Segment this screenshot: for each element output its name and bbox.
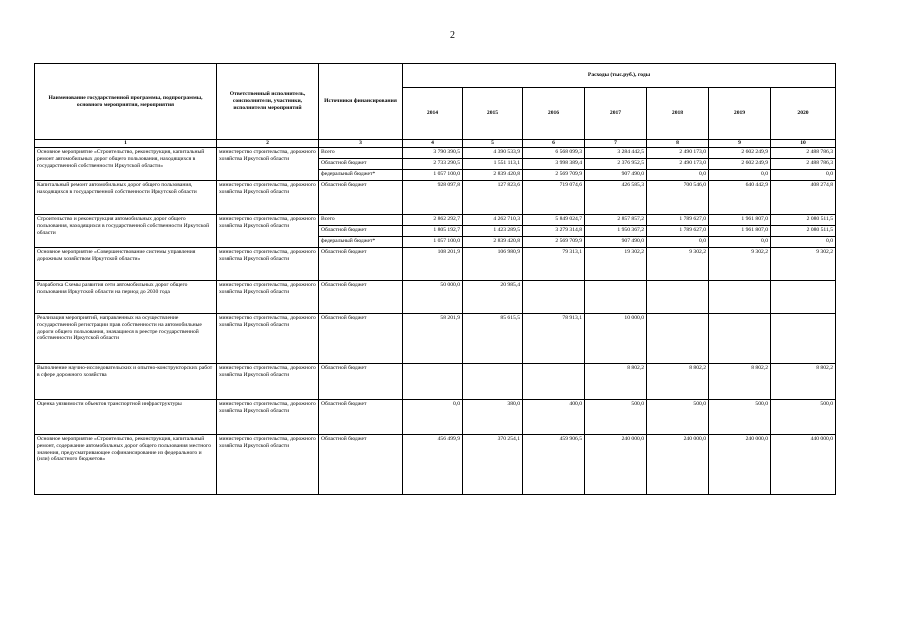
expense-value-cell: 5 849 024,7 [523, 215, 585, 226]
expense-value-cell: 2 857 857,2 [585, 215, 647, 226]
expense-value-cell: 127 823,6 [463, 181, 523, 215]
header-year: 2015 [463, 88, 523, 140]
funding-source-cell: Областной бюджет [319, 159, 403, 170]
header-name: Наименование государственной программы, подпрограммы, основного мероприятия, мероприятия [35, 64, 217, 140]
expense-value-cell: 719 074,6 [523, 181, 585, 215]
budget-table [34, 63, 836, 495]
expense-value-cell: 400,0 [523, 400, 585, 435]
expense-value-cell: 907 490,0 [585, 170, 647, 181]
column-index: 2 [217, 140, 319, 148]
table-row [35, 215, 836, 226]
column-index: 10 [771, 140, 836, 148]
expense-value-cell [523, 281, 585, 314]
expense-value-cell: 1 551 113,1 [463, 159, 523, 170]
expense-value-cell [403, 364, 463, 400]
expense-value-cell: 2 839 420,8 [463, 237, 523, 248]
funding-source-cell: Всего [319, 148, 403, 159]
program-name-cell: Выполнение научно-исследовательских и опытно-конструкторских работ в сфере дорожного хозяйства [35, 364, 217, 400]
executor-cell: министерство строительства, дорожного хозяйства Иркутской области [217, 435, 319, 495]
expense-value-cell: 2 602 249,9 [709, 148, 771, 159]
executor-cell: министерство строительства, дорожного хозяйства Иркутской области [217, 248, 319, 281]
header-expenses: Расходы (тыс.руб.), годы [403, 64, 836, 88]
funding-source-cell: Областной бюджет [319, 281, 403, 314]
funding-source-cell: Областной бюджет [319, 226, 403, 237]
expense-value-cell: 0,0 [647, 170, 709, 181]
expense-value-cell: 500,0 [647, 400, 709, 435]
expense-value-cell: 440 000,0 [771, 435, 836, 495]
executor-cell: министерство строительства, дорожного хозяйства Иркутской области [217, 148, 319, 181]
column-index: 7 [585, 140, 647, 148]
header-year: 2017 [585, 88, 647, 140]
expense-value-cell: 9 302,2 [647, 248, 709, 281]
table-row [35, 181, 836, 215]
table-row [35, 281, 836, 314]
expense-value-cell: 0,0 [647, 237, 709, 248]
expense-value-cell: 640 442,9 [709, 181, 771, 215]
expense-value-cell: 1 961 807,0 [709, 226, 771, 237]
column-index: 5 [463, 140, 523, 148]
expense-value-cell: 459 906,5 [523, 435, 585, 495]
executor-cell: министерство строительства, дорожного хозяйства Иркутской области [217, 364, 319, 400]
header-source: Источники финансирования [319, 64, 403, 140]
expense-value-cell: 2 839 420,8 [463, 170, 523, 181]
funding-source-cell: федеральный бюджет* [319, 237, 403, 248]
expense-value-cell: 1 789 627,0 [647, 215, 709, 226]
header-year: 2014 [403, 88, 463, 140]
expense-value-cell: 0,0 [771, 237, 836, 248]
expense-value-cell: 3 998 389,4 [523, 159, 585, 170]
expense-value-cell: 3 284 442,5 [585, 148, 647, 159]
expense-value-cell: 0,0 [403, 400, 463, 435]
expense-value-cell: 426 585,3 [585, 181, 647, 215]
expense-value-cell: 1 057 100,0 [403, 237, 463, 248]
header-year: 2016 [523, 88, 585, 140]
expense-value-cell: 1 423 289,5 [463, 226, 523, 237]
expense-value-cell: 2 080 511,5 [771, 215, 836, 226]
expense-value-cell: 700 546,0 [647, 181, 709, 215]
expense-value-cell: 9 302,2 [709, 248, 771, 281]
expense-value-cell [709, 314, 771, 364]
expense-value-cell: 1 805 192,7 [403, 226, 463, 237]
expense-value-cell: 500,0 [771, 400, 836, 435]
expense-value-cell: 907 490,0 [585, 237, 647, 248]
program-name-cell: Основное мероприятие «Строительство, реконструкция, капитальный ремонт автомобильных дорог общего пользования, находящихся в государственной собственности Иркутской области» [35, 148, 217, 181]
expense-value-cell: 2 602 249,9 [709, 159, 771, 170]
table-row [35, 435, 836, 495]
funding-source-cell: Областной бюджет [319, 435, 403, 495]
table-row [35, 248, 836, 281]
expense-value-cell: 8 802,2 [585, 364, 647, 400]
expense-value-cell: 4 390 533,9 [463, 148, 523, 159]
expense-value-cell: 2 569 709,9 [523, 170, 585, 181]
executor-cell: министерство строительства, дорожного хозяйства Иркутской области [217, 181, 319, 215]
expense-value-cell [709, 281, 771, 314]
expense-value-cell: 240 000,0 [585, 435, 647, 495]
expense-value-cell: 240 000,0 [709, 435, 771, 495]
expense-value-cell: 1 950 367,2 [585, 226, 647, 237]
executor-cell: министерство строительства, дорожного хозяйства Иркутской области [217, 281, 319, 314]
executor-cell: министерство строительства, дорожного хозяйства Иркутской области [217, 215, 319, 248]
expense-value-cell: 79 313,1 [523, 248, 585, 281]
executor-cell: министерство строительства, дорожного хозяйства Иркутской области [217, 314, 319, 364]
expense-value-cell: 8 802,2 [647, 364, 709, 400]
program-name-cell: Разработка Схемы развития сети автомобильных дорог общего пользования Иркутской области на период до 2030 года [35, 281, 217, 314]
column-index: 1 [35, 140, 217, 148]
expense-value-cell [463, 364, 523, 400]
expense-value-cell: 456 499,9 [403, 435, 463, 495]
table-row [35, 148, 836, 159]
expense-value-cell: 0,0 [709, 237, 771, 248]
expense-value-cell: 408 274,8 [771, 181, 836, 215]
expense-value-cell: 85 615,5 [463, 314, 523, 364]
expense-value-cell: 370 254,1 [463, 435, 523, 495]
expense-value-cell: 928 097,8 [403, 181, 463, 215]
funding-source-cell: Областной бюджет [319, 181, 403, 215]
expense-value-cell: 500,0 [585, 400, 647, 435]
expense-value-cell: 106 980,9 [463, 248, 523, 281]
expense-value-cell: 3 279 314,8 [523, 226, 585, 237]
expense-value-cell: 6 568 099,3 [523, 148, 585, 159]
expense-value-cell: 8 802,2 [709, 364, 771, 400]
funding-source-cell: Областной бюджет [319, 248, 403, 281]
expense-value-cell: 1 961 807,0 [709, 215, 771, 226]
expense-value-cell: 2 490 173,0 [647, 159, 709, 170]
program-name-cell: Капитальный ремонт автомобильных дорог общего пользования, находящихся в государственной собственности Иркутской области [35, 181, 217, 215]
expense-value-cell: 2 488 786,3 [771, 159, 836, 170]
expense-value-cell: 2 490 173,0 [647, 148, 709, 159]
program-name-cell: Оценка уязвимости объектов транспортной инфраструктуры [35, 400, 217, 435]
page-number: 2 [450, 30, 455, 41]
expense-value-cell: 1 057 100,0 [403, 170, 463, 181]
header-year: 2019 [709, 88, 771, 140]
expense-value-cell [771, 314, 836, 364]
expense-value-cell [771, 281, 836, 314]
header-year: 2018 [647, 88, 709, 140]
expense-value-cell: 78 913,1 [523, 314, 585, 364]
expense-value-cell: 2 569 709,9 [523, 237, 585, 248]
header-executor: Ответственный исполнитель, соисполнители, участники, исполнители мероприятий [217, 64, 319, 140]
expense-value-cell: 50 000,0 [403, 281, 463, 314]
column-index: 3 [319, 140, 403, 148]
column-index: 9 [709, 140, 771, 148]
funding-source-cell: Всего [319, 215, 403, 226]
expense-value-cell: 8 802,2 [771, 364, 836, 400]
expense-value-cell: 2 733 290,5 [403, 159, 463, 170]
column-index: 6 [523, 140, 585, 148]
funding-source-cell: Областной бюджет [319, 400, 403, 435]
column-index: 8 [647, 140, 709, 148]
expense-value-cell: 0,0 [709, 170, 771, 181]
expense-value-cell [647, 281, 709, 314]
column-index: 4 [403, 140, 463, 148]
expense-value-cell: 19 302,2 [585, 248, 647, 281]
funding-source-cell: Областной бюджет [319, 364, 403, 400]
expense-value-cell: 2 862 292,7 [403, 215, 463, 226]
table-row [35, 364, 836, 400]
expense-value-cell: 2 488 786,3 [771, 148, 836, 159]
expense-value-cell: 20 985,4 [463, 281, 523, 314]
expense-value-cell: 4 262 710,3 [463, 215, 523, 226]
expense-value-cell: 10 000,0 [585, 314, 647, 364]
executor-cell: министерство строительства, дорожного хозяйства Иркутской области [217, 400, 319, 435]
program-name-cell: Реализация мероприятий, направленных на осуществление государственной регистрации прав собственности на автомобильные дороги общего пользования, значащиеся в реестре государственной собственности Иркутской области [35, 314, 217, 364]
expense-value-cell: 240 000,0 [647, 435, 709, 495]
expense-value-cell [585, 281, 647, 314]
expense-value-cell: 2 376 952,5 [585, 159, 647, 170]
header-year: 2020 [771, 88, 836, 140]
expense-value-cell: 108 201,9 [403, 248, 463, 281]
expense-value-cell: 3 790 390,5 [403, 148, 463, 159]
program-name-cell: Основное мероприятие «Совершенствование системы управления дорожным хозяйством Иркутской области» [35, 248, 217, 281]
expense-value-cell: 58 201,9 [403, 314, 463, 364]
expense-value-cell: 0,0 [771, 170, 836, 181]
expense-value-cell [523, 364, 585, 400]
program-name-cell: Основное мероприятие «Строительство, реконструкция, капитальный ремонт, содержание автомобильных дорог общего пользования местного значения, предусматривающее софинансирование из федерального и (или) областного бюджетов» [35, 435, 217, 495]
program-name-cell: Строительство и реконструкция автомобильных дорог общего пользования, находящихся в государственной собственности Иркутской области [35, 215, 217, 248]
funding-source-cell: Областной бюджет [319, 314, 403, 364]
expense-value-cell: 9 302,2 [771, 248, 836, 281]
expense-value-cell: 1 789 627,0 [647, 226, 709, 237]
expense-value-cell: 380,0 [463, 400, 523, 435]
expense-value-cell: 2 080 511,5 [771, 226, 836, 237]
expense-value-cell [647, 314, 709, 364]
funding-source-cell: федеральный бюджет* [319, 170, 403, 181]
table-row [35, 314, 836, 364]
table-row [35, 400, 836, 435]
expense-value-cell: 500,0 [709, 400, 771, 435]
